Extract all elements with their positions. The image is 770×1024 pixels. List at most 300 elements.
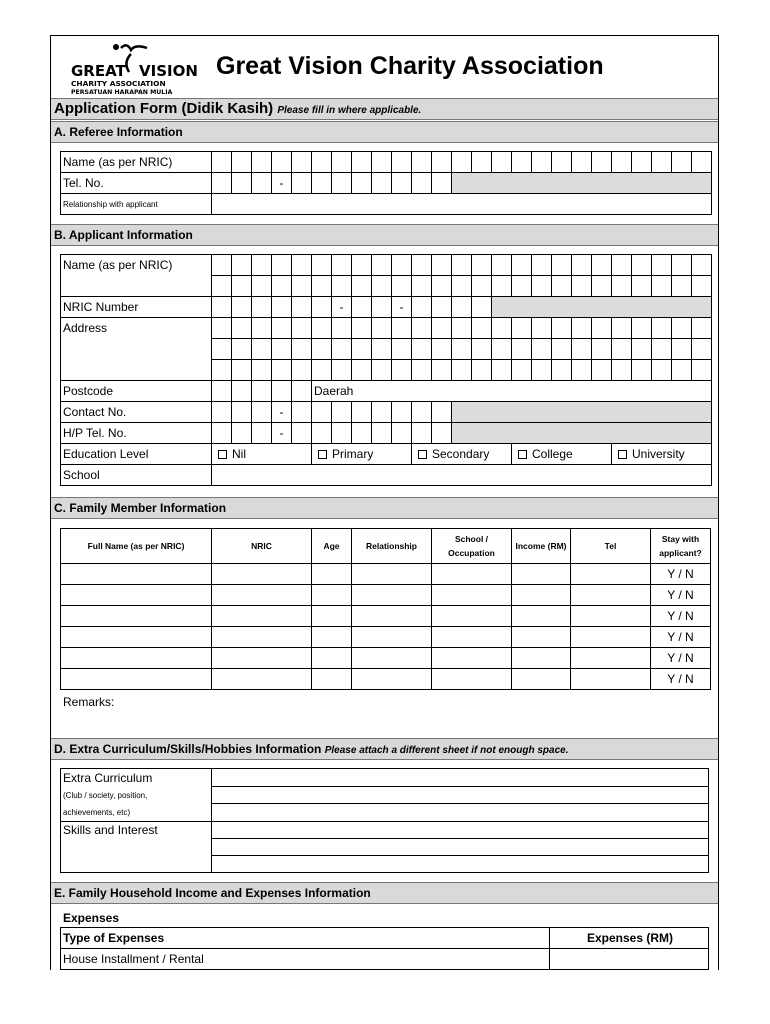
name-cell[interactable] xyxy=(352,255,372,276)
referee-relationship-label: Relationship with applicant xyxy=(61,194,212,215)
name-cell[interactable] xyxy=(312,255,332,276)
address-cell[interactable] xyxy=(692,339,712,360)
referee-tel-cell[interactable] xyxy=(392,173,412,194)
hp-cell[interactable] xyxy=(352,423,372,444)
skills-field[interactable] xyxy=(212,822,709,839)
name-cell[interactable] xyxy=(672,276,692,297)
referee-tel-cell[interactable] xyxy=(372,173,392,194)
referee-name-cell[interactable] xyxy=(252,152,272,173)
address-cell[interactable] xyxy=(412,360,432,381)
name-cell[interactable] xyxy=(492,276,512,297)
contact-cell[interactable] xyxy=(292,402,312,423)
family-cell[interactable] xyxy=(432,606,512,627)
family-cell[interactable] xyxy=(512,648,571,669)
stay-yn[interactable]: Y / N xyxy=(651,627,711,648)
hp-dash: - xyxy=(272,423,292,444)
extra-label-cell xyxy=(61,769,212,822)
family-cell[interactable] xyxy=(352,627,432,648)
address-cell[interactable] xyxy=(332,360,352,381)
address-cell[interactable] xyxy=(452,339,472,360)
family-cell[interactable] xyxy=(61,648,212,669)
family-cell[interactable] xyxy=(571,648,651,669)
address-cell[interactable] xyxy=(272,360,292,381)
nric-cell[interactable] xyxy=(232,297,252,318)
address-cell[interactable] xyxy=(612,360,632,381)
family-cell[interactable] xyxy=(512,585,571,606)
name-cell[interactable] xyxy=(692,255,712,276)
address-cell[interactable] xyxy=(412,339,432,360)
hp-cell[interactable] xyxy=(332,423,352,444)
daerah-field[interactable] xyxy=(312,381,712,402)
referee-name-cell[interactable] xyxy=(692,152,712,173)
contact-cell[interactable] xyxy=(332,402,352,423)
extra-row xyxy=(61,769,709,787)
name-cell[interactable] xyxy=(552,276,572,297)
name-cell[interactable] xyxy=(492,255,512,276)
name-cell[interactable] xyxy=(412,255,432,276)
contact-cell[interactable] xyxy=(392,402,412,423)
checkbox-icon[interactable] xyxy=(618,450,627,459)
form-title-band xyxy=(51,98,718,120)
address-cell[interactable] xyxy=(532,318,552,339)
address-cell[interactable] xyxy=(512,339,532,360)
address-cell[interactable] xyxy=(632,339,652,360)
name-cell[interactable] xyxy=(232,276,252,297)
nric-cell[interactable] xyxy=(432,297,452,318)
education-option-secondary[interactable] xyxy=(412,444,512,465)
referee-tel-cell[interactable] xyxy=(292,173,312,194)
family-cell[interactable] xyxy=(512,627,571,648)
checkbox-icon[interactable] xyxy=(318,450,327,459)
name-cell[interactable] xyxy=(572,276,592,297)
name-cell[interactable] xyxy=(352,276,372,297)
address-cell[interactable] xyxy=(452,318,472,339)
name-cell[interactable] xyxy=(452,255,472,276)
referee-name-cell[interactable] xyxy=(512,152,532,173)
family-cell[interactable] xyxy=(432,585,512,606)
address-cell[interactable] xyxy=(352,339,372,360)
family-cell[interactable] xyxy=(352,669,432,690)
address-cell[interactable] xyxy=(572,360,592,381)
family-cell[interactable] xyxy=(212,564,312,585)
name-cell[interactable] xyxy=(532,255,552,276)
referee-tel-cell[interactable] xyxy=(412,173,432,194)
address-cell[interactable] xyxy=(592,339,612,360)
referee-name-cell[interactable] xyxy=(572,152,592,173)
referee-name-cell[interactable] xyxy=(292,152,312,173)
address-cell[interactable] xyxy=(472,339,492,360)
contact-cell[interactable] xyxy=(352,402,372,423)
checkbox-icon[interactable] xyxy=(518,450,527,459)
name-cell[interactable] xyxy=(652,255,672,276)
nric-dash: - xyxy=(392,297,412,318)
table-row xyxy=(61,949,709,970)
referee-tel-cell[interactable] xyxy=(312,173,332,194)
name-cell[interactable] xyxy=(692,276,712,297)
postcode-cell[interactable] xyxy=(292,381,312,402)
name-cell[interactable] xyxy=(212,276,232,297)
name-cell[interactable] xyxy=(392,276,412,297)
address-cell[interactable] xyxy=(552,318,572,339)
hp-cell[interactable] xyxy=(232,423,252,444)
referee-name-cell[interactable] xyxy=(552,152,572,173)
address-cell[interactable] xyxy=(672,339,692,360)
family-cell[interactable] xyxy=(512,564,571,585)
name-cell[interactable] xyxy=(592,276,612,297)
family-header-row xyxy=(61,529,711,564)
address-cell[interactable] xyxy=(292,339,312,360)
referee-name-cell[interactable] xyxy=(492,152,512,173)
nric-cell[interactable] xyxy=(292,297,312,318)
stay-yn[interactable]: Y / N xyxy=(651,669,711,690)
contact-cell[interactable] xyxy=(212,402,232,423)
family-cell[interactable] xyxy=(312,564,352,585)
name-cell[interactable] xyxy=(232,255,252,276)
family-cell[interactable] xyxy=(212,669,312,690)
family-cell[interactable] xyxy=(352,648,432,669)
address-cell[interactable] xyxy=(272,318,292,339)
skills-field[interactable] xyxy=(212,839,709,856)
address-cell[interactable] xyxy=(612,339,632,360)
school-field[interactable] xyxy=(212,465,712,486)
address-cell[interactable] xyxy=(312,360,332,381)
referee-name-cell[interactable] xyxy=(452,152,472,173)
name-cell[interactable] xyxy=(652,276,672,297)
nric-cell[interactable] xyxy=(352,297,372,318)
address-cell[interactable] xyxy=(572,339,592,360)
hp-cell[interactable] xyxy=(312,423,332,444)
extra-field[interactable] xyxy=(212,769,709,787)
address-cell[interactable] xyxy=(592,360,612,381)
referee-tel-cell[interactable] xyxy=(212,173,232,194)
hp-cell[interactable] xyxy=(432,423,452,444)
contact-cell[interactable] xyxy=(372,402,392,423)
address-cell[interactable] xyxy=(492,318,512,339)
extra-field[interactable] xyxy=(212,804,709,822)
education-option-primary[interactable] xyxy=(312,444,412,465)
nric-cell[interactable] xyxy=(452,297,472,318)
address-cell[interactable] xyxy=(652,318,672,339)
name-cell[interactable] xyxy=(312,276,332,297)
nric-cell[interactable] xyxy=(472,297,492,318)
name-cell[interactable] xyxy=(632,276,652,297)
address-cell[interactable] xyxy=(672,360,692,381)
address-cell[interactable] xyxy=(692,318,712,339)
nric-cell[interactable] xyxy=(372,297,392,318)
referee-tel-cell[interactable] xyxy=(432,173,452,194)
address-cell[interactable] xyxy=(552,360,572,381)
contact-cell[interactable] xyxy=(232,402,252,423)
address-cell[interactable] xyxy=(312,339,332,360)
hp-cell[interactable] xyxy=(292,423,312,444)
address-cell[interactable] xyxy=(332,339,352,360)
referee-relationship-field[interactable] xyxy=(212,194,712,215)
address-cell[interactable] xyxy=(232,339,252,360)
family-cell[interactable] xyxy=(432,648,512,669)
nric-cell[interactable] xyxy=(212,297,232,318)
address-cell[interactable] xyxy=(512,318,532,339)
referee-name-cell[interactable] xyxy=(352,152,372,173)
name-cell[interactable] xyxy=(512,276,532,297)
family-cell[interactable] xyxy=(432,627,512,648)
education-row xyxy=(61,444,712,465)
address-cell[interactable] xyxy=(672,318,692,339)
family-cell[interactable] xyxy=(61,585,212,606)
education-option-college[interactable] xyxy=(512,444,612,465)
family-cell[interactable] xyxy=(571,669,651,690)
address-cell[interactable] xyxy=(492,360,512,381)
referee-name-cell[interactable] xyxy=(212,152,232,173)
logo-subtitle-en: CHARITY ASSOCIATION xyxy=(71,79,166,88)
address-cell[interactable] xyxy=(532,339,552,360)
address-cell[interactable] xyxy=(252,360,272,381)
address-cell[interactable] xyxy=(272,339,292,360)
address-cell[interactable] xyxy=(392,360,412,381)
referee-tel-cell[interactable] xyxy=(332,173,352,194)
address-cell[interactable] xyxy=(472,318,492,339)
family-cell[interactable] xyxy=(212,606,312,627)
address-cell[interactable] xyxy=(652,360,672,381)
family-cell[interactable] xyxy=(61,627,212,648)
referee-name-cell[interactable] xyxy=(372,152,392,173)
name-cell[interactable] xyxy=(252,255,272,276)
address-cell[interactable] xyxy=(452,360,472,381)
table-row xyxy=(61,648,711,669)
extra-field[interactable] xyxy=(212,786,709,804)
name-cell[interactable] xyxy=(472,276,492,297)
address-cell[interactable] xyxy=(352,318,372,339)
type-of-expenses-header: Type of Expenses xyxy=(61,928,550,949)
family-cell[interactable] xyxy=(312,669,352,690)
remarks-label: Remarks: xyxy=(63,695,115,709)
contact-cell[interactable] xyxy=(312,402,332,423)
referee-name-cell[interactable] xyxy=(392,152,412,173)
postcode-cell[interactable] xyxy=(212,381,232,402)
nric-cell[interactable] xyxy=(252,297,272,318)
family-cell[interactable] xyxy=(571,564,651,585)
address-cell[interactable] xyxy=(372,318,392,339)
name-cell[interactable] xyxy=(392,255,412,276)
name-cell[interactable] xyxy=(432,276,452,297)
referee-name-cell[interactable] xyxy=(272,152,292,173)
address-cell[interactable] xyxy=(252,339,272,360)
family-cell[interactable] xyxy=(352,606,432,627)
tel-dash: - xyxy=(272,173,292,194)
family-cell[interactable] xyxy=(61,606,212,627)
address-cell[interactable] xyxy=(392,318,412,339)
address-cell[interactable] xyxy=(312,318,332,339)
referee-name-cell[interactable] xyxy=(232,152,252,173)
hp-cell[interactable] xyxy=(412,423,432,444)
option-label: University xyxy=(632,447,685,461)
contact-cell[interactable] xyxy=(412,402,432,423)
referee-name-cell[interactable] xyxy=(632,152,652,173)
address-cell[interactable] xyxy=(492,339,512,360)
col-relationship: Relationship xyxy=(352,529,432,564)
address-cell[interactable] xyxy=(372,360,392,381)
name-cell[interactable] xyxy=(272,255,292,276)
name-cell[interactable] xyxy=(592,255,612,276)
address-cell[interactable] xyxy=(212,360,232,381)
referee-name-cell[interactable] xyxy=(312,152,332,173)
family-cell[interactable] xyxy=(512,606,571,627)
family-cell[interactable] xyxy=(312,648,352,669)
contact-label: Contact No. xyxy=(61,402,212,423)
name-cell[interactable] xyxy=(472,255,492,276)
family-cell[interactable] xyxy=(432,564,512,585)
family-cell[interactable] xyxy=(352,564,432,585)
address-cell[interactable] xyxy=(652,339,672,360)
family-cell[interactable] xyxy=(571,627,651,648)
name-cell[interactable] xyxy=(212,255,232,276)
address-cell[interactable] xyxy=(512,360,532,381)
referee-name-cell[interactable] xyxy=(652,152,672,173)
school-label: School xyxy=(61,465,212,486)
address-cell[interactable] xyxy=(472,360,492,381)
name-cell[interactable] xyxy=(512,255,532,276)
name-cell[interactable] xyxy=(612,276,632,297)
name-cell[interactable] xyxy=(292,255,312,276)
stay-yn[interactable]: Y / N xyxy=(651,648,711,669)
hp-cell[interactable] xyxy=(372,423,392,444)
family-cell[interactable] xyxy=(61,669,212,690)
expense-amount-field[interactable] xyxy=(550,949,709,970)
contact-row xyxy=(61,402,712,423)
expenses-rm-header: Expenses (RM) xyxy=(550,928,709,949)
address-cell[interactable] xyxy=(432,318,452,339)
contact-cell[interactable] xyxy=(252,402,272,423)
address-cell[interactable] xyxy=(292,318,312,339)
address-cell[interactable] xyxy=(612,318,632,339)
name-cell[interactable] xyxy=(612,255,632,276)
family-cell[interactable] xyxy=(432,669,512,690)
family-cell[interactable] xyxy=(212,585,312,606)
referee-name-cell[interactable] xyxy=(332,152,352,173)
address-cell[interactable] xyxy=(212,318,232,339)
address-cell[interactable] xyxy=(372,339,392,360)
referee-name-cell[interactable] xyxy=(412,152,432,173)
address-cell[interactable] xyxy=(412,318,432,339)
name-cell[interactable] xyxy=(632,255,652,276)
name-cell[interactable] xyxy=(432,255,452,276)
referee-name-cell[interactable] xyxy=(672,152,692,173)
checkbox-icon[interactable] xyxy=(418,450,427,459)
referee-name-cell[interactable] xyxy=(432,152,452,173)
address-cell[interactable] xyxy=(352,360,372,381)
address-cell[interactable] xyxy=(572,318,592,339)
hp-cell[interactable] xyxy=(252,423,272,444)
option-label: Nil xyxy=(232,447,246,461)
name-cell[interactable] xyxy=(332,255,352,276)
expenses-label: Expenses xyxy=(63,911,120,925)
col-school-occupation: School / Occupation xyxy=(432,529,512,564)
referee-name-cell[interactable] xyxy=(532,152,552,173)
address-cell[interactable] xyxy=(252,318,272,339)
name-cell[interactable] xyxy=(572,255,592,276)
address-cell[interactable] xyxy=(632,360,652,381)
name-cell[interactable] xyxy=(252,276,272,297)
name-cell[interactable] xyxy=(272,276,292,297)
name-cell[interactable] xyxy=(332,276,352,297)
nric-cell[interactable] xyxy=(412,297,432,318)
referee-name-cell[interactable] xyxy=(592,152,612,173)
address-cell[interactable] xyxy=(692,360,712,381)
referee-name-cell[interactable] xyxy=(472,152,492,173)
name-cell[interactable] xyxy=(672,255,692,276)
referee-name-cell[interactable] xyxy=(612,152,632,173)
name-cell[interactable] xyxy=(372,255,392,276)
address-cell[interactable] xyxy=(432,339,452,360)
address-cell[interactable] xyxy=(552,339,572,360)
hp-cell[interactable] xyxy=(212,423,232,444)
hp-label: H/P Tel. No. xyxy=(61,423,212,444)
contact-cell[interactable] xyxy=(432,402,452,423)
stay-yn[interactable]: Y / N xyxy=(651,606,711,627)
address-cell[interactable] xyxy=(292,360,312,381)
address-cell[interactable] xyxy=(592,318,612,339)
family-cell[interactable] xyxy=(512,669,571,690)
address-cell[interactable] xyxy=(332,318,352,339)
address-cell[interactable] xyxy=(232,318,252,339)
address-cell[interactable] xyxy=(632,318,652,339)
referee-tel-cell[interactable] xyxy=(352,173,372,194)
referee-relationship-row xyxy=(61,194,712,215)
referee-tel-cell[interactable] xyxy=(232,173,252,194)
family-cell[interactable] xyxy=(212,648,312,669)
shaded-area xyxy=(452,173,712,194)
family-cell[interactable] xyxy=(312,627,352,648)
name-cell[interactable] xyxy=(372,276,392,297)
expenses-table xyxy=(60,927,709,970)
hp-cell[interactable] xyxy=(392,423,412,444)
education-option-university[interactable] xyxy=(612,444,712,465)
family-cell[interactable] xyxy=(312,585,352,606)
stay-yn[interactable]: Y / N xyxy=(651,564,711,585)
name-cell[interactable] xyxy=(552,255,572,276)
stay-yn[interactable]: Y / N xyxy=(651,585,711,606)
address-cell[interactable] xyxy=(532,360,552,381)
family-cell[interactable] xyxy=(312,606,352,627)
referee-tel-cell[interactable] xyxy=(252,173,272,194)
checkbox-icon[interactable] xyxy=(218,450,227,459)
family-cell[interactable] xyxy=(352,585,432,606)
address-cell[interactable] xyxy=(232,360,252,381)
family-cell[interactable] xyxy=(571,585,651,606)
family-cell[interactable] xyxy=(212,627,312,648)
expense-type-house: House Installment / Rental xyxy=(61,949,550,970)
page-title: Great Vision Charity Association xyxy=(216,52,604,80)
nric-cell[interactable] xyxy=(312,297,332,318)
education-option-nil[interactable] xyxy=(212,444,312,465)
name-cell[interactable] xyxy=(412,276,432,297)
referee-table xyxy=(60,151,712,215)
postcode-cell[interactable] xyxy=(272,381,292,402)
postcode-cell[interactable] xyxy=(252,381,272,402)
address-cell[interactable] xyxy=(432,360,452,381)
name-cell[interactable] xyxy=(532,276,552,297)
address-cell[interactable] xyxy=(212,339,232,360)
name-cell[interactable] xyxy=(452,276,472,297)
section-d-heading xyxy=(51,738,718,760)
address-cell[interactable] xyxy=(392,339,412,360)
postcode-cell[interactable] xyxy=(232,381,252,402)
nric-cell[interactable] xyxy=(272,297,292,318)
family-cell[interactable] xyxy=(61,564,212,585)
family-cell[interactable] xyxy=(571,606,651,627)
section-c-heading: C. Family Member Information xyxy=(51,497,718,519)
skills-field[interactable] xyxy=(212,856,709,873)
name-cell[interactable] xyxy=(292,276,312,297)
